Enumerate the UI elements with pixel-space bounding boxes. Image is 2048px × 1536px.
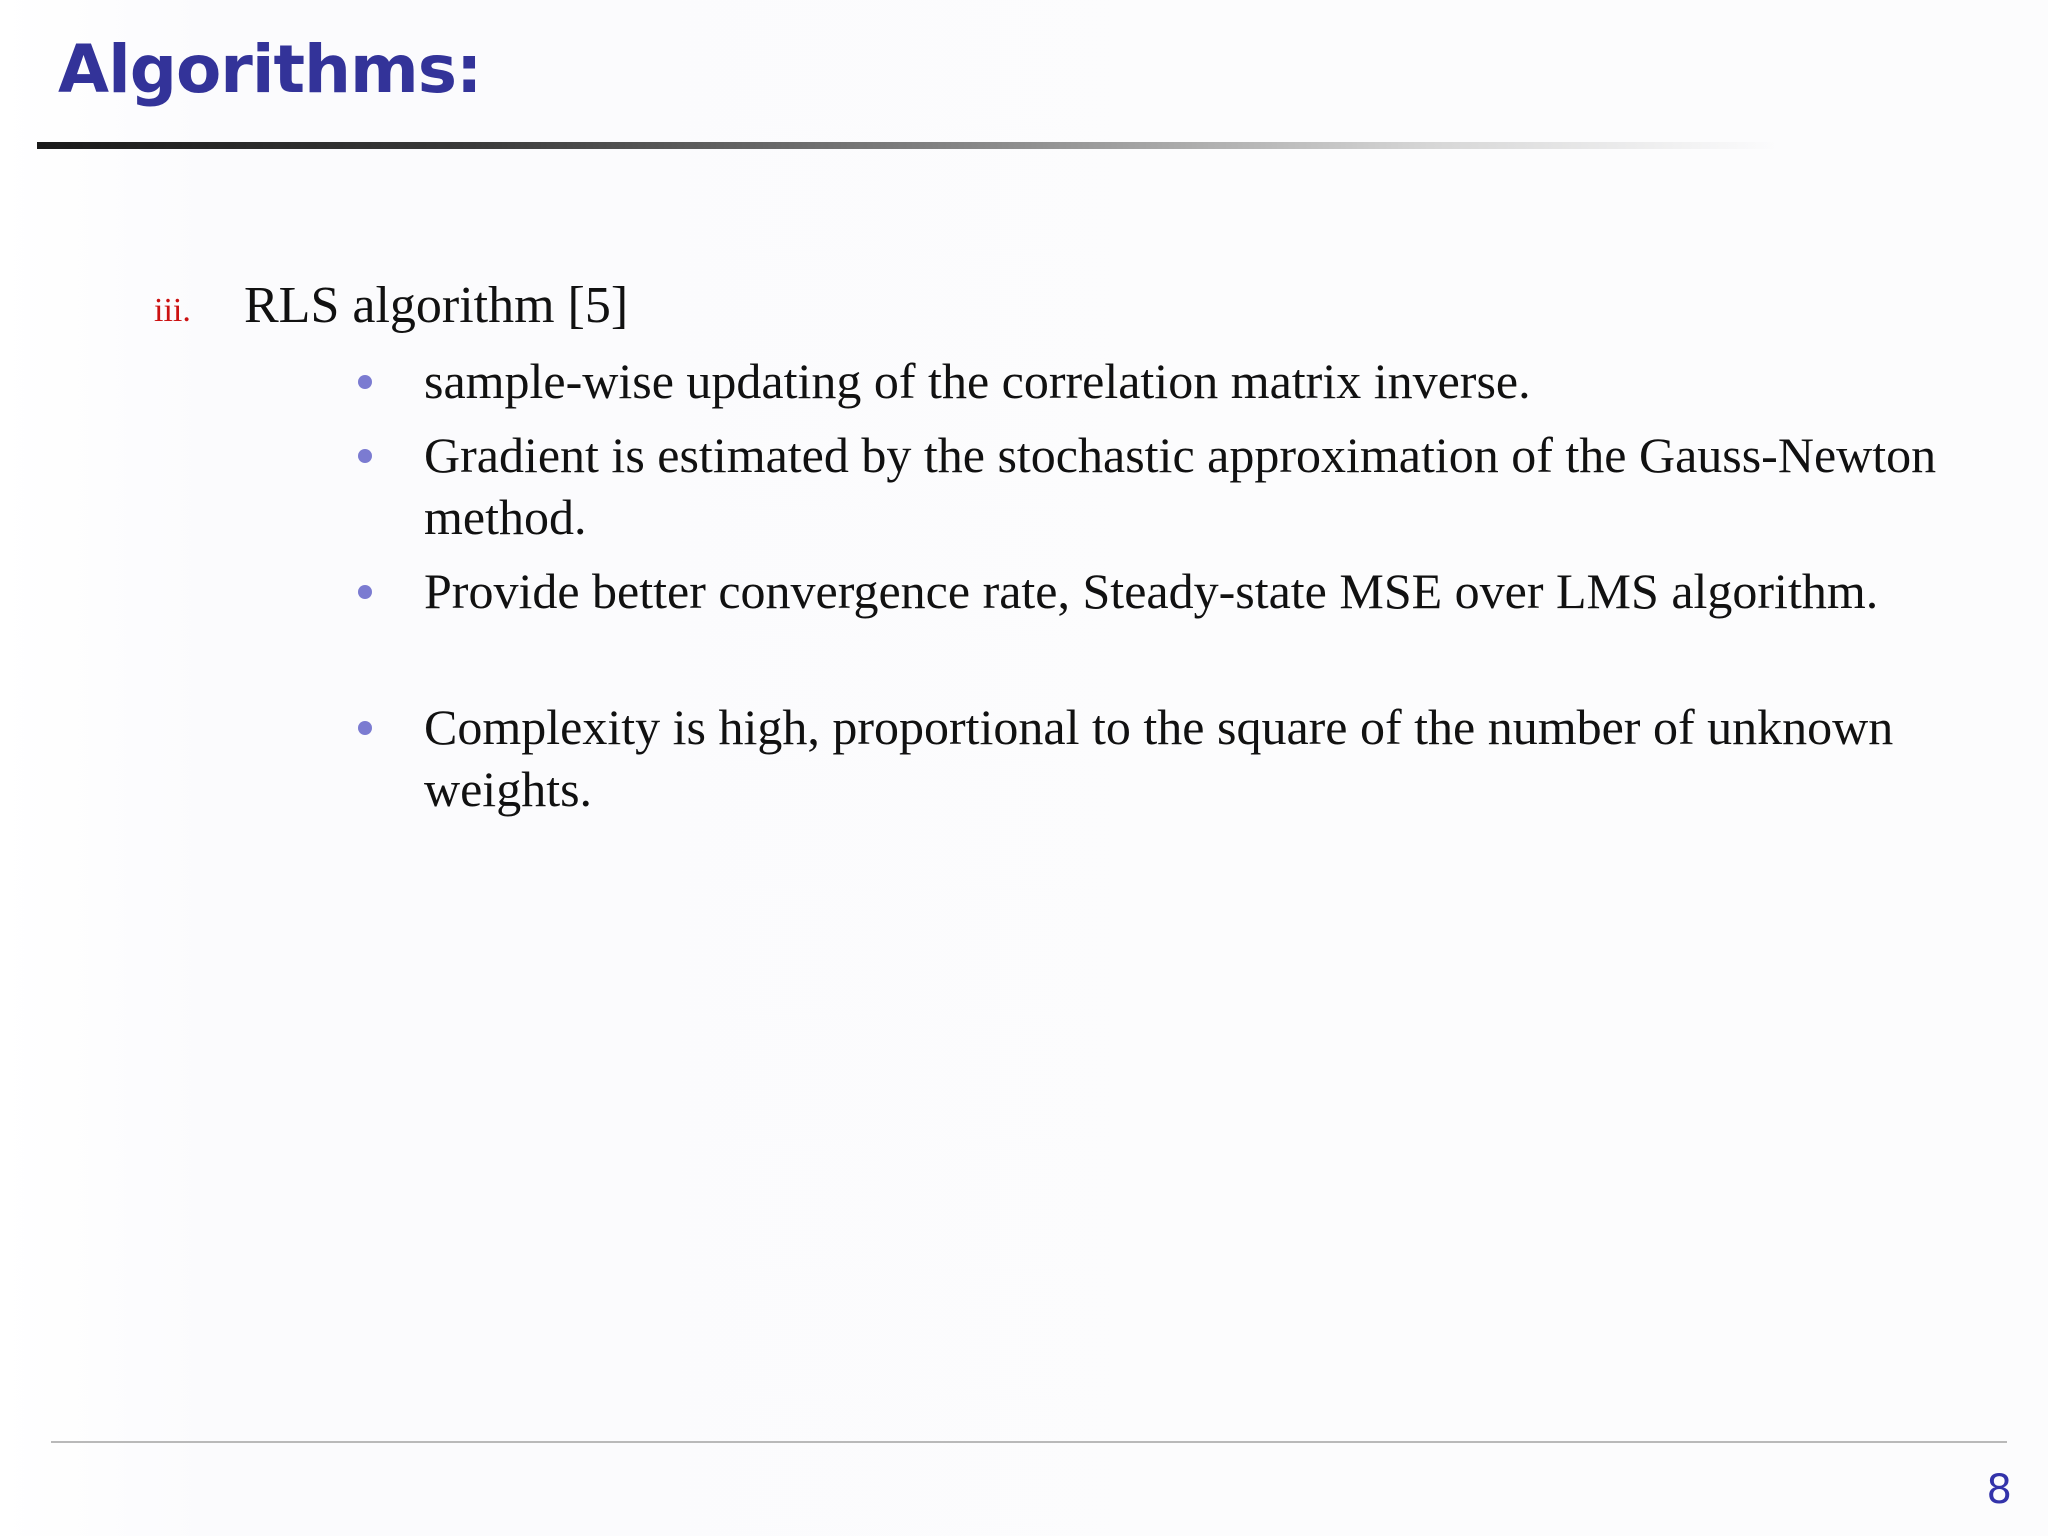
- bullet-icon: [358, 585, 372, 599]
- page-number: 8: [1986, 1467, 2012, 1513]
- bullet-icon: [358, 449, 372, 463]
- bullet-icon: [358, 721, 372, 735]
- section-heading: RLS algorithm [5]: [244, 277, 629, 334]
- roman-numeral-marker: iii.: [154, 292, 191, 329]
- bullet-text: Gradient is estimated by the stochastic approximation of the Gauss-Newton method.: [424, 427, 1937, 545]
- bullet-text: sample-wise updating of the correlation matrix inverse.: [424, 353, 1531, 409]
- slide-title: Algorithms:: [58, 31, 482, 108]
- title-divider: [37, 142, 1777, 149]
- bullet-text: Provide better convergence rate, Steady-state MSE over LMS algorithm.: [424, 563, 1879, 619]
- section-item: [0, 270, 2048, 340]
- footer-divider: [51, 1441, 2007, 1443]
- bullet-text: Complexity is high, proportional to the square of the number of unknown weights.: [424, 699, 1894, 817]
- bullet-icon: [358, 375, 372, 389]
